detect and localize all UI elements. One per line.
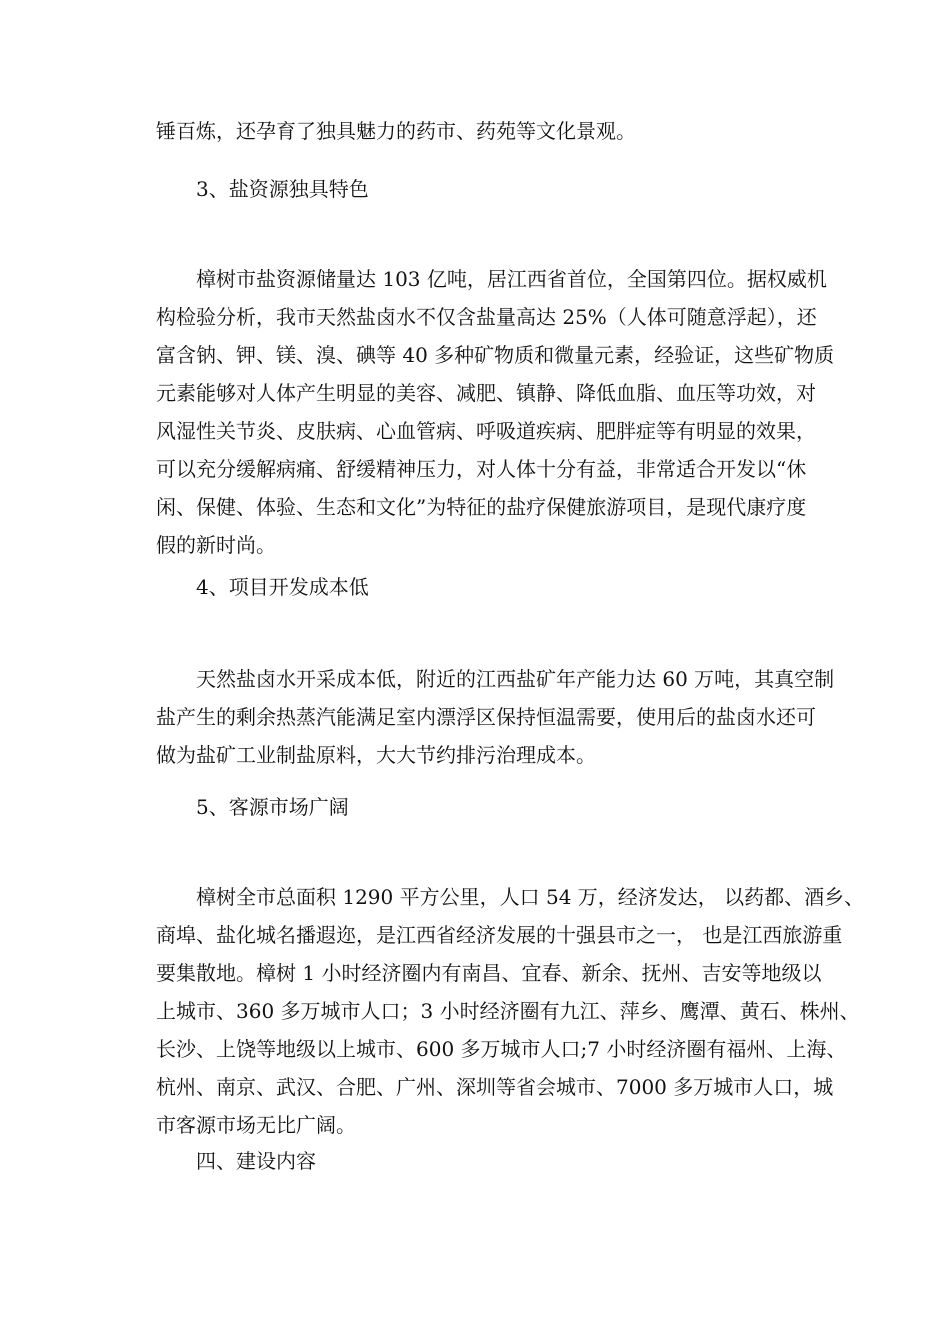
body-text-line: 构检验分析，我市天然盐卤水不仅含盐量高达 25%（人体可随意浮起），还 bbox=[156, 305, 817, 329]
body-text-line: 商埠、盐化城名播遐迩，是江西省经济发展的十强县市之一， 也是江西旅游重 bbox=[156, 923, 843, 947]
body-text-line: 元素能够对人体产生明显的美容、减肥、镇静、降低血脂、血压等功效，对 bbox=[156, 381, 816, 405]
body-text-line: 樟树全市总面积 1290 平方公里，人口 54 万，经济发达， 以药都、酒乡、 bbox=[196, 885, 865, 909]
section-heading-construction: 四、建设内容 bbox=[196, 1149, 316, 1173]
body-text-line: 可以充分缓解病痛、舒缓精神压力，对人体十分有益，非常适合开发以“休 bbox=[156, 457, 807, 481]
body-text-line: 长沙、上饶等地级以上城市、600 多万城市人口;7 小时经济圈有福州、上海、 bbox=[156, 1037, 847, 1061]
section-heading-market: 5、客源市场广阔 bbox=[196, 795, 349, 819]
body-text-line: 闲、保健、体验、生态和文化”为特征的盐疗保健旅游项目，是现代康疗度 bbox=[156, 495, 807, 519]
body-text-line: 风湿性关节炎、皮肤病、心血管病、呼吸道疾病、肥胖症等有明显的效果， bbox=[156, 419, 816, 443]
body-text-line: 杭州、南京、武汉、合肥、广州、深圳等省会城市、7000 多万城市人口，城 bbox=[156, 1075, 834, 1099]
body-text-line: 富含钠、钾、镁、溴、碘等 40 多种矿物质和微量元素，经验证，这些矿物质 bbox=[156, 343, 835, 367]
body-text-line: 做为盐矿工业制盐原料，大大节约排污治理成本。 bbox=[156, 743, 596, 767]
body-text-line: 盐产生的剩余热蒸汽能满足室内漂浮区保持恒温需要，使用后的盐卤水还可 bbox=[156, 705, 816, 729]
body-text-line: 市客源市场无比广阔。 bbox=[156, 1113, 356, 1137]
body-text-line: 假的新时尚。 bbox=[156, 533, 276, 557]
section-heading-low-cost: 4、项目开发成本低 bbox=[196, 575, 369, 599]
section-heading-salt-resources: 3、盐资源独具特色 bbox=[196, 177, 369, 201]
body-text-line: 天然盐卤水开采成本低，附近的江西盐矿年产能力达 60 万吨，其真空制 bbox=[196, 667, 835, 691]
body-text-line: 樟树市盐资源储量达 103 亿吨，居江西省首位，全国第四位。据权威机 bbox=[196, 267, 827, 291]
body-text-line: 上城市、360 多万城市人口；3 小时经济圈有九江、萍乡、鹰潭、黄石、株州、 bbox=[156, 999, 860, 1023]
body-text-line: 要集散地。樟树 1 小时经济圈内有南昌、宜春、新余、抚州、吉安等地级以 bbox=[156, 961, 822, 985]
body-text-line: 锤百炼，还孕育了独具魅力的药市、药苑等文化景观。 bbox=[156, 119, 636, 143]
